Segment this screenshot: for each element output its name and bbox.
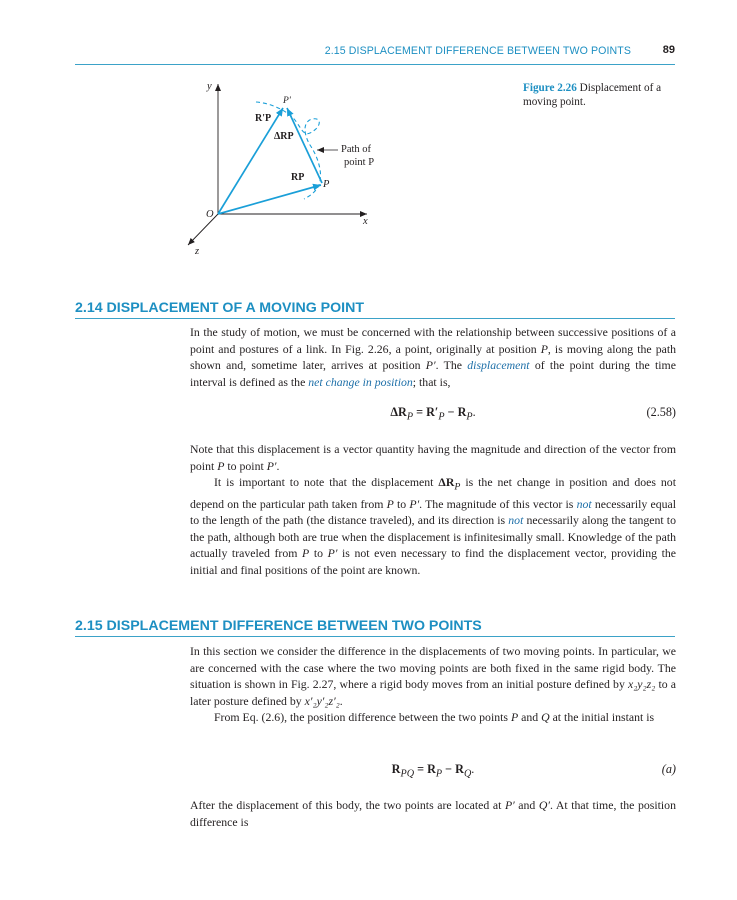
- figure-caption: [523, 81, 683, 110]
- eq-term: ΔR: [390, 405, 407, 419]
- paragraph-2-14-important: [190, 474, 676, 578]
- label-x: x: [363, 216, 368, 227]
- text-run: to: [393, 496, 410, 511]
- eq-sub: PQ: [400, 768, 415, 780]
- paragraph-2-15-after: [190, 797, 676, 830]
- math-var: P′: [409, 496, 420, 511]
- equation-a: [190, 762, 676, 780]
- emphasis: displacement: [467, 358, 530, 372]
- text-run: necessarily along the tangent to the path, although both are true when the displacement is infinitesimally small. Knowledge of the path actually traveled from: [190, 513, 676, 561]
- label-r-p: RP: [291, 172, 305, 183]
- text-run: of the point during the time interval is defined as the: [190, 358, 676, 389]
- equation-number: (2.58): [646, 405, 676, 419]
- emphasis: net change in position: [308, 374, 413, 389]
- paragraph-2-14-note: [190, 441, 676, 474]
- paragraph-2-15-position: [190, 709, 676, 726]
- eq-term: R: [391, 762, 401, 776]
- text-run: and: [514, 798, 539, 812]
- math-var: x′₂y′₂z′₂: [304, 693, 340, 708]
- equation-body: [190, 762, 676, 779]
- text-run: ; that is,: [412, 374, 451, 389]
- eq-term: = R′: [413, 405, 439, 419]
- section-heading-2-14: [75, 299, 675, 319]
- equation-body: [190, 405, 676, 422]
- math-sub: P: [454, 481, 461, 493]
- text-run: to point: [224, 458, 267, 473]
- text-run: , is moving along the path shown and, sometime later, arrives at position: [190, 341, 676, 372]
- math-var: P: [386, 496, 394, 511]
- eq-term: − R: [444, 405, 467, 419]
- figure-caption-label: Figure 2.26: [523, 82, 577, 94]
- eq-sub: P: [438, 411, 445, 423]
- eq-sub: P: [406, 411, 414, 423]
- math-var: P′: [327, 546, 338, 561]
- math-var: P: [510, 710, 519, 724]
- eq-punct: .: [471, 762, 475, 776]
- paragraph-2-14-intro: [190, 324, 676, 390]
- text-run: is not even necessary to find the displacement vector, providing the initial and final positions of the point are known.: [190, 546, 677, 577]
- math-var: P′: [266, 458, 277, 473]
- section-heading-2-15-text: 2.15 DISPLACEMENT DIFFERENCE BETWEEN TWO POINTS: [75, 618, 482, 634]
- text-run: In this section we consider the difference in the displacements of two moving points. In particular, we are concerned with the case where the two moving points are both fixed in the same rigid body. The situation is shown in Fig. 2.27, where a rigid body moves from an initial posture defined by: [190, 644, 676, 691]
- eq-sub: P: [435, 768, 443, 780]
- math-var: P′: [504, 798, 515, 812]
- math-var: P: [217, 458, 225, 473]
- eq-sub: Q: [463, 768, 472, 780]
- text-run: is the net change in position and does not depend on the particular path taken from: [190, 475, 676, 511]
- text-run: and: [518, 710, 542, 724]
- label-path-line2: point P: [344, 157, 375, 168]
- math-var: Q: [541, 710, 550, 724]
- math-var: x₂y₂z₂: [627, 677, 656, 691]
- text-run: to a later posture defined by: [190, 677, 676, 708]
- text-run: It is important to note that the displacement: [214, 475, 439, 489]
- math-bold: ΔR: [438, 475, 455, 489]
- label-delta-r-p: ΔRP: [274, 131, 294, 142]
- text-run: to: [309, 546, 328, 561]
- math-var: P: [540, 341, 548, 356]
- figure-caption-text: Displacement of a moving point.: [523, 82, 662, 109]
- text-run: In the study of motion, we must be concerned with the relationship between successive positions of a point and postures of a link. In Fig. 2.26, a point, originally at position: [190, 325, 676, 356]
- text-run: . The: [435, 358, 468, 372]
- text-run: After the displacement of this body, the two points are located at: [190, 798, 505, 812]
- section-heading-2-15: [75, 617, 675, 637]
- figure-diagram: [170, 75, 380, 265]
- emphasis: not: [508, 513, 524, 528]
- eq-punct: .: [472, 405, 476, 419]
- label-p: P: [323, 179, 330, 190]
- math-var: P′: [425, 358, 436, 372]
- text-run: .: [276, 458, 280, 473]
- emphasis: not: [576, 496, 592, 511]
- label-p-prime: P': [283, 96, 291, 106]
- eq-sub: P: [466, 411, 473, 423]
- section-heading-2-14-text: 2.14 DISPLACEMENT OF A MOVING POINT: [75, 300, 365, 316]
- math-var: Q′: [538, 798, 551, 812]
- paragraph-2-15-intro: [190, 643, 676, 709]
- label-r-p-prime: R'P: [255, 113, 272, 124]
- figure-2-26: [170, 75, 380, 265]
- label-z: z: [195, 246, 200, 257]
- text-run: necessarily equal to the length of the path (the distance traveled), and its direction is: [190, 496, 677, 528]
- equation-2-58: [190, 405, 676, 423]
- label-origin: O: [206, 209, 214, 220]
- text-run: .: [339, 693, 343, 708]
- text-run: . At that time, the position difference is: [190, 798, 676, 829]
- math-var: P: [302, 546, 310, 561]
- label-y: y: [207, 81, 212, 92]
- text-run: . The magnitude of this vector is: [419, 496, 577, 511]
- running-head-title: 2.15 DISPLACEMENT DIFFERENCE BETWEEN TWO POINTS: [324, 45, 631, 57]
- text-run: at the initial instant is: [549, 710, 655, 724]
- page-number: 89: [662, 44, 675, 56]
- text-run: Note that this displacement is a vector quantity having the magnitude and direction of the vector from point: [190, 442, 676, 473]
- eq-term: − R: [442, 762, 464, 776]
- label-path-line1: Path of: [341, 144, 372, 155]
- eq-term: = R: [414, 762, 436, 776]
- text-run: From Eq. (2.6), the position difference between the two points: [214, 710, 511, 724]
- equation-number: (a): [661, 762, 676, 776]
- running-head: [75, 44, 675, 65]
